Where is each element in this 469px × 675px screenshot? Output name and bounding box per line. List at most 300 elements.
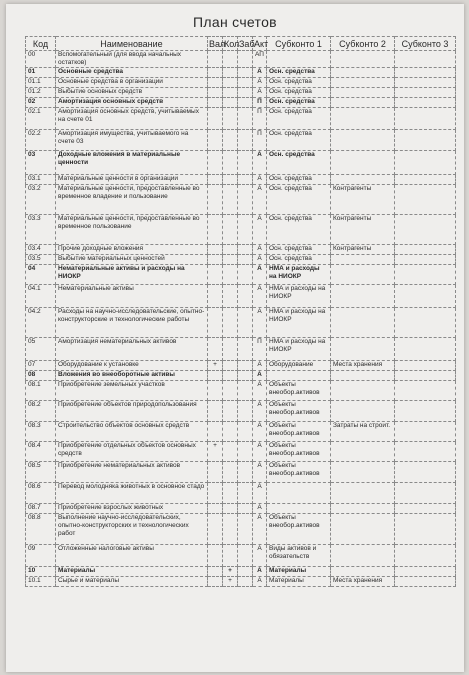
table-row [26,98,456,108]
cell-val [208,577,223,587]
column-header-akt: Акт [254,38,269,49]
cell-code: 01.2 [26,88,56,98]
table-row [26,130,456,151]
cell-subkonto-2 [331,442,395,462]
table-row [26,68,456,78]
cell-name: Амортизация нематериальных активов [56,338,208,361]
table-row [26,51,456,68]
table-row [26,514,456,545]
cell-zab [238,401,253,422]
cell-subkonto-1: Объекты внеобор.активов [267,442,331,462]
cell-subkonto-1: Виды активов и обязательств [267,545,331,567]
cell-zab [238,545,253,567]
cell-akt: А [253,285,267,308]
cell-akt: А [253,545,267,567]
cell-subkonto-3 [395,215,456,245]
cell-val [208,371,223,381]
cell-zab [238,255,253,265]
cell-kol [223,504,238,514]
table-row [26,442,456,462]
cell-akt: П [253,98,267,108]
cell-kol [223,371,238,381]
cell-subkonto-3 [395,78,456,88]
table-row [26,215,456,245]
table-row [26,361,456,371]
cell-name: Сырье и материалы [56,577,208,587]
column-header-kol: Кол [224,38,240,49]
cell-subkonto-3 [395,514,456,545]
cell-subkonto-1: Осн. средства [267,88,331,98]
cell-kol [223,265,238,285]
column-header-subkonto-3: Субконто 3 [395,37,456,51]
column-header-subkonto-1: Субконто 1 [267,37,331,51]
cell-kol [223,442,238,462]
cell-subkonto-1: НМА и расходы на НИОКР [267,308,331,338]
cell-name: Оборудование к установке [56,361,208,371]
cell-code: 03 [26,151,56,175]
cell-subkonto-2: Места хранения [331,361,395,371]
table-row [26,567,456,577]
cell-kol [223,308,238,338]
cell-val [208,401,223,422]
cell-name: Основные средства [56,68,208,78]
cell-akt: А [253,577,267,587]
cell-zab [238,68,253,78]
table-row [26,175,456,185]
cell-akt: А [253,442,267,462]
cell-val: + [208,442,223,462]
cell-code: 08.5 [26,462,56,483]
cell-code: 01.1 [26,78,56,88]
cell-subkonto-3 [395,108,456,130]
cell-subkonto-2 [331,483,395,504]
cell-kol [223,175,238,185]
cell-subkonto-2: Затраты на строит. [331,422,395,442]
cell-val [208,130,223,151]
cell-val [208,185,223,215]
cell-subkonto-2 [331,285,395,308]
cell-subkonto-1: Объекты внеобор.активов [267,462,331,483]
cell-subkonto-2 [331,514,395,545]
cell-akt: А [253,504,267,514]
cell-subkonto-3 [395,265,456,285]
cell-name: Прочие доходные вложения [56,245,208,255]
cell-val [208,215,223,245]
cell-kol [223,462,238,483]
cell-name: Вспомогательный (для ввода начальных остатков) [56,51,208,68]
table-row [26,285,456,308]
table-row [26,401,456,422]
cell-subkonto-1: Материалы [267,567,331,577]
cell-kol [223,545,238,567]
cell-kol [223,245,238,255]
cell-code: 02.1 [26,108,56,130]
cell-kol [223,185,238,215]
cell-name: Перевод молодняка животных в основное стадо [56,483,208,504]
cell-code: 04 [26,265,56,285]
cell-val [208,68,223,78]
cell-subkonto-3 [395,381,456,401]
cell-name: Нематериальные активы [56,285,208,308]
cell-akt: А [253,514,267,545]
cell-subkonto-2 [331,51,395,68]
cell-subkonto-2: Места хранения [331,577,395,587]
cell-subkonto-3 [395,462,456,483]
table-row [26,462,456,483]
cell-code: 03.2 [26,185,56,215]
cell-subkonto-2 [331,255,395,265]
cell-subkonto-1 [267,504,331,514]
cell-code: 02 [26,98,56,108]
cell-subkonto-2 [331,68,395,78]
cell-subkonto-1: Осн. средства [267,175,331,185]
cell-akt: А [253,401,267,422]
cell-subkonto-3 [395,68,456,78]
cell-subkonto-2 [331,108,395,130]
cell-code: 08.6 [26,483,56,504]
cell-akt: А [253,483,267,504]
cell-val [208,51,223,68]
cell-akt: А [253,361,267,371]
cell-subkonto-1: НМА и расходы на НИОКР [267,265,331,285]
cell-subkonto-1: Осн. средства [267,68,331,78]
cell-code: 08.3 [26,422,56,442]
cell-subkonto-1: Объекты внеобор.активов [267,381,331,401]
cell-akt: А [253,68,267,78]
column-header-code: Код [26,37,56,51]
cell-val [208,381,223,401]
cell-code: 00 [26,51,56,68]
cell-code: 08.4 [26,442,56,462]
table-row [26,422,456,442]
table-row [26,504,456,514]
cell-akt: А [253,151,267,175]
cell-subkonto-3 [395,338,456,361]
cell-code: 03.1 [26,175,56,185]
cell-code: 03.3 [26,215,56,245]
cell-subkonto-2 [331,88,395,98]
cell-code: 07 [26,361,56,371]
cell-subkonto-2 [331,265,395,285]
cell-subkonto-3 [395,130,456,151]
page-title: План счетов [193,14,277,30]
cell-subkonto-2 [331,78,395,88]
cell-val [208,514,223,545]
cell-subkonto-3 [395,567,456,577]
cell-akt: А [253,567,267,577]
cell-val [208,483,223,504]
cell-akt: А [253,78,267,88]
cell-subkonto-3 [395,51,456,68]
cell-code: 05 [26,338,56,361]
cell-kol [223,78,238,88]
cell-name: Расходы на научно-исследовательские, опытно-конструкторские и технологические работы [56,308,208,338]
cell-subkonto-2 [331,381,395,401]
cell-zab [238,371,253,381]
table-row [26,371,456,381]
cell-name: Приобретение земельных участков [56,381,208,401]
table-row [26,381,456,401]
cell-code: 09 [26,545,56,567]
cell-name: Материальные ценности, предоставленные во временное владение и пользование [56,185,208,215]
table-row [26,78,456,88]
cell-code: 04.2 [26,308,56,338]
table-header [26,37,456,51]
cell-kol [223,130,238,151]
cell-name: Амортизация основных средств, учитываемых на счете 01 [56,108,208,130]
cell-kol [223,255,238,265]
cell-subkonto-1: Осн. средства [267,130,331,151]
cell-zab [238,78,253,88]
cell-zab [238,567,253,577]
cell-zab [238,422,253,442]
cell-val [208,108,223,130]
cell-subkonto-3 [395,98,456,108]
table-row [26,185,456,215]
cell-akt: АП [253,51,267,68]
cell-subkonto-3 [395,504,456,514]
cell-zab [238,285,253,308]
cell-subkonto-1: Объекты внеобор.активов [267,401,331,422]
cell-zab [238,514,253,545]
cell-val [208,338,223,361]
cell-kol [223,51,238,68]
cell-zab [238,381,253,401]
cell-code: 08.2 [26,401,56,422]
cell-name: Отложенные налоговые активы [56,545,208,567]
cell-subkonto-1: Осн. средства [267,185,331,215]
cell-kol [223,401,238,422]
cell-akt: А [253,255,267,265]
cell-subkonto-1: Осн. средства [267,108,331,130]
table-row [26,151,456,175]
cell-name: Материальные ценности в организации [56,175,208,185]
cell-zab [238,462,253,483]
cell-kol [223,151,238,175]
cell-name: Строительство объектов основных средств [56,422,208,442]
cell-subkonto-2 [331,371,395,381]
cell-val [208,308,223,338]
table-row [26,265,456,285]
table-row [26,577,456,587]
cell-kol [223,68,238,78]
cell-zab [238,185,253,215]
cell-name: Приобретение нематериальных активов [56,462,208,483]
cell-zab [238,88,253,98]
cell-akt: П [253,130,267,151]
cell-subkonto-3 [395,175,456,185]
cell-akt: А [253,381,267,401]
cell-akt: А [253,185,267,215]
cell-kol [223,88,238,98]
cell-subkonto-1: Осн. средства [267,151,331,175]
column-header-val: Вал [209,38,226,49]
cell-zab [238,442,253,462]
cell-subkonto-2: Контрагенты [331,185,395,215]
cell-kol [223,108,238,130]
cell-code: 01 [26,68,56,78]
cell-name: Нематериальные активы и расходы на НИОКР [56,265,208,285]
cell-zab [238,175,253,185]
cell-zab [238,215,253,245]
cell-zab [238,308,253,338]
cell-subkonto-3 [395,308,456,338]
cell-val [208,245,223,255]
cell-kol [223,514,238,545]
cell-subkonto-2 [331,175,395,185]
column-header-subkonto-2: Субконто 2 [331,37,395,51]
cell-val [208,462,223,483]
cell-subkonto-2: Контрагенты [331,245,395,255]
cell-subkonto-2 [331,98,395,108]
cell-name: Материалы [56,567,208,577]
cell-subkonto-1: НМА и расходы на НИОКР [267,338,331,361]
cell-akt: А [253,422,267,442]
cell-val [208,504,223,514]
cell-subkonto-3 [395,185,456,215]
cell-zab [238,108,253,130]
cell-subkonto-2 [331,545,395,567]
cell-val [208,265,223,285]
accounts-table [25,36,456,587]
cell-name: Амортизация основных средств [56,98,208,108]
cell-zab [238,98,253,108]
cell-subkonto-1: Осн. средства [267,255,331,265]
cell-val [208,285,223,308]
cell-name: Приобретение объектов природопользования [56,401,208,422]
cell-subkonto-3 [395,151,456,175]
cell-subkonto-1: Материалы [267,577,331,587]
cell-val [208,567,223,577]
cell-kol [223,483,238,504]
cell-val [208,545,223,567]
cell-name: Выбытие материальных ценностей [56,255,208,265]
cell-subkonto-1: НМА и расходы на НИОКР [267,285,331,308]
column-header-name: Наименование [56,37,208,51]
cell-code: 08.8 [26,514,56,545]
cell-name: Приобретение отдельных объектов основных средств [56,442,208,462]
cell-kol [223,215,238,245]
cell-subkonto-1: Осн. средства [267,98,331,108]
table-row [26,108,456,130]
cell-zab [238,483,253,504]
cell-kol [223,361,238,371]
cell-akt: А [253,245,267,255]
cell-zab [238,130,253,151]
cell-code: 10.1 [26,577,56,587]
cell-name: Доходные вложения в материальные ценности [56,151,208,175]
cell-zab [238,245,253,255]
cell-code: 04.1 [26,285,56,308]
table-row [26,245,456,255]
cell-val [208,98,223,108]
cell-subkonto-2 [331,401,395,422]
cell-subkonto-3 [395,577,456,587]
cell-subkonto-3 [395,361,456,371]
cell-zab [238,577,253,587]
cell-akt: А [253,308,267,338]
cell-subkonto-1: Объекты внеобор.активов [267,514,331,545]
cell-subkonto-1 [267,51,331,68]
cell-name: Вложения во внеоборотные активы [56,371,208,381]
cell-subkonto-1: Осн. средства [267,215,331,245]
cell-zab [238,151,253,175]
cell-name: Выбытие основных средств [56,88,208,98]
cell-subkonto-2: Контрагенты [331,215,395,245]
cell-zab [238,338,253,361]
cell-name: Основные средства в организации [56,78,208,88]
cell-subkonto-2 [331,151,395,175]
cell-kol: + [223,567,238,577]
cell-kol [223,338,238,361]
cell-subkonto-3 [395,401,456,422]
cell-subkonto-1: Объекты внеобор.активов [267,422,331,442]
cell-subkonto-1: Осн. средства [267,245,331,255]
cell-code: 03.5 [26,255,56,265]
cell-subkonto-1: Оборудование [267,361,331,371]
cell-kol [223,98,238,108]
cell-subkonto-3 [395,285,456,308]
table-row [26,545,456,567]
cell-val [208,78,223,88]
cell-zab [238,504,253,514]
cell-akt: А [253,88,267,98]
cell-code: 08.1 [26,381,56,401]
column-header-zab: Заб [239,38,255,49]
cell-code: 03.4 [26,245,56,255]
cell-zab [238,361,253,371]
cell-kol [223,422,238,442]
cell-subkonto-3 [395,545,456,567]
cell-subkonto-3 [395,422,456,442]
cell-akt: А [253,371,267,381]
cell-akt: П [253,338,267,361]
cell-code: 10 [26,567,56,577]
cell-subkonto-3 [395,255,456,265]
cell-subkonto-2 [331,567,395,577]
cell-subkonto-2 [331,504,395,514]
cell-subkonto-3 [395,371,456,381]
cell-subkonto-1 [267,483,331,504]
cell-subkonto-3 [395,245,456,255]
cell-code: 08 [26,371,56,381]
cell-kol: + [223,577,238,587]
cell-kol [223,285,238,308]
cell-subkonto-2 [331,130,395,151]
table-row [26,255,456,265]
cell-val: + [208,361,223,371]
cell-val [208,175,223,185]
cell-akt: П [253,108,267,130]
cell-zab [238,51,253,68]
table-row [26,483,456,504]
cell-subkonto-2 [331,308,395,338]
cell-subkonto-1 [267,371,331,381]
cell-val [208,422,223,442]
cell-name: Приобретение взрослых животных [56,504,208,514]
cell-name: Амортизация имущества, учитываемого на счете 03 [56,130,208,151]
cell-akt: А [253,265,267,285]
document-sheet [6,4,464,672]
cell-subkonto-2 [331,462,395,483]
cell-subkonto-3 [395,442,456,462]
table-row [26,338,456,361]
cell-val [208,88,223,98]
cell-zab [238,265,253,285]
cell-val [208,255,223,265]
cell-name: Материальные ценности, предоставленные во временное пользование [56,215,208,245]
cell-code: 02.2 [26,130,56,151]
